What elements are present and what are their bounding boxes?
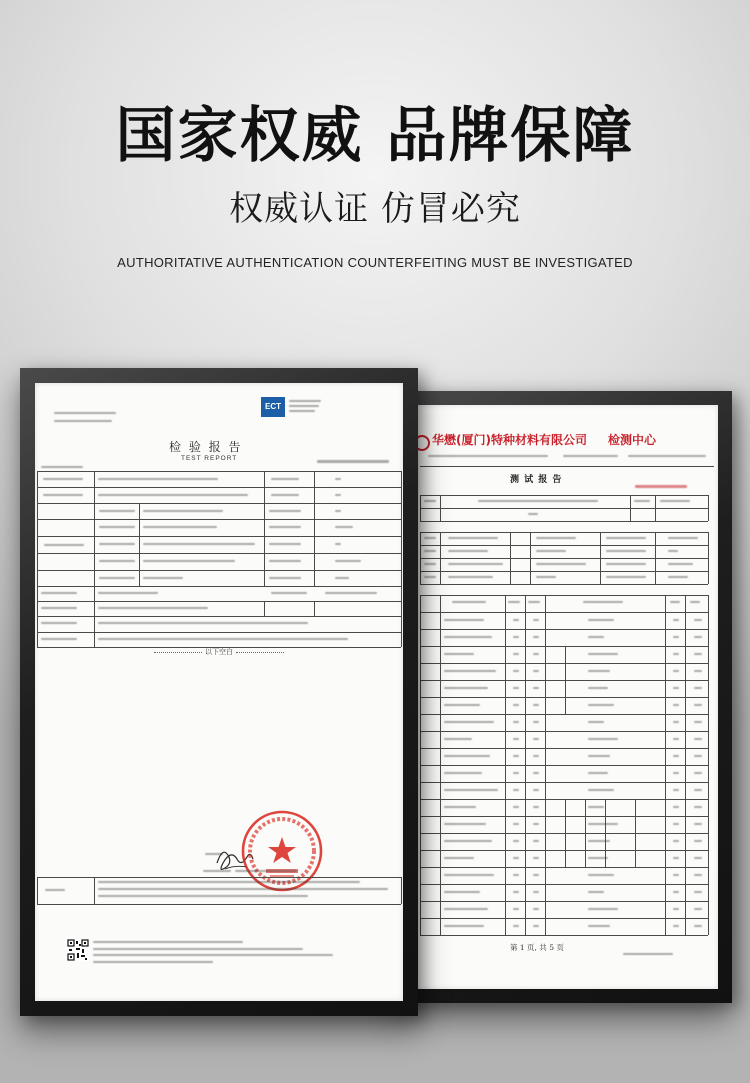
blurred-text-line	[44, 544, 84, 546]
blurred-text-line	[694, 670, 702, 672]
table-rule	[708, 595, 709, 935]
blurred-text-line	[533, 619, 539, 621]
blurred-text-line	[513, 857, 519, 859]
table-rule	[635, 816, 636, 833]
blurred-text-line	[694, 755, 702, 757]
blurred-text-line	[536, 576, 556, 578]
blurred-text-line	[424, 500, 436, 502]
blurred-text-line	[533, 738, 539, 740]
table-rule	[420, 495, 708, 496]
blurred-text-line	[533, 721, 539, 723]
blurred-text-line	[41, 592, 77, 594]
blurred-text-line	[513, 619, 519, 621]
blurred-text-line	[335, 543, 341, 545]
table-rule	[37, 487, 401, 488]
blurred-text-line	[335, 577, 349, 579]
table-rule	[420, 558, 708, 559]
blurred-text-line	[690, 601, 700, 603]
blurred-text-line	[533, 670, 539, 672]
blurred-text-line	[513, 755, 519, 757]
blurred-text-line	[93, 954, 333, 956]
blurred-text-line	[673, 789, 679, 791]
blurred-text-line	[660, 500, 690, 502]
blurred-text-line	[335, 510, 341, 512]
front-report-title: 检 验 报 告	[169, 440, 243, 454]
blurred-text-line	[98, 592, 158, 594]
blurred-text-line	[98, 494, 248, 496]
table-rule	[655, 495, 656, 521]
blurred-text-line	[444, 823, 486, 825]
blurred-text-line	[478, 500, 598, 502]
page-headline: 国家权威 品牌保障	[115, 101, 635, 171]
back-certificate-frame	[396, 391, 732, 1003]
blurred-text-line	[528, 601, 540, 603]
blurred-text-line	[54, 420, 112, 422]
table-rule	[420, 584, 708, 585]
ect-logo: ECT	[261, 397, 285, 417]
blurred-text-line	[533, 789, 539, 791]
blurred-text-line	[143, 560, 235, 562]
blurred-text-line	[588, 721, 604, 723]
blurred-text-line	[673, 806, 679, 808]
blurred-text-line	[588, 755, 610, 757]
table-rule	[37, 877, 38, 904]
blurred-text-line	[588, 653, 618, 655]
english-tagline: AUTHORITATIVE AUTHENTICATION COUNTERFEITING MUST BE INVESTIGATED	[117, 255, 633, 270]
blurred-text-line	[99, 577, 135, 579]
blurred-text-line	[533, 857, 539, 859]
blurred-text-line	[694, 891, 702, 893]
front-test-report-paper	[35, 383, 403, 1001]
table-rule	[420, 521, 708, 522]
table-rule	[585, 799, 586, 816]
blurred-text-line	[533, 908, 539, 910]
table-rule	[37, 616, 401, 617]
blurred-text-line	[448, 563, 503, 565]
blurred-text-line	[533, 653, 539, 655]
blurred-text-line	[588, 806, 604, 808]
blurred-text-line	[444, 806, 476, 808]
table-rule	[635, 850, 636, 867]
blurred-text-line	[694, 772, 702, 774]
blurred-text-line	[668, 563, 693, 565]
blurred-text-line	[143, 577, 183, 579]
blurred-text-line	[269, 577, 301, 579]
table-rule	[94, 877, 95, 904]
blurred-text-line	[673, 738, 679, 740]
table-rule	[600, 532, 601, 584]
blurred-text-line	[448, 576, 493, 578]
blank-below-text: 以下空白	[205, 648, 233, 656]
blurred-text-line	[533, 687, 539, 689]
table-rule	[605, 799, 606, 816]
blurred-text-line	[588, 687, 608, 689]
blurred-text-line	[513, 908, 519, 910]
blurred-text-line	[694, 721, 702, 723]
blurred-text-line	[694, 908, 702, 910]
blurred-text-line	[43, 494, 83, 496]
blurred-text-line	[99, 560, 135, 562]
blurred-text-line	[513, 806, 519, 808]
blurred-text-line	[289, 400, 321, 402]
blurred-text-line	[668, 537, 698, 539]
table-rule	[420, 571, 708, 572]
blurred-text-line	[588, 823, 618, 825]
table-rule	[420, 495, 421, 521]
blurred-text-line	[588, 857, 608, 859]
blurred-text-line	[335, 494, 341, 496]
blurred-text-line	[635, 485, 687, 488]
blurred-text-line	[673, 925, 679, 927]
blurred-text-line	[98, 895, 308, 897]
blurred-text-line	[444, 738, 472, 740]
dotted-leader	[154, 652, 202, 653]
blurred-text-line	[533, 840, 539, 842]
blurred-text-line	[93, 961, 213, 963]
table-rule	[510, 532, 511, 584]
table-rule	[665, 595, 666, 935]
blurred-text-line	[444, 857, 474, 859]
blurred-text-line	[98, 888, 388, 890]
blank-below-note	[35, 647, 403, 657]
blurred-text-line	[588, 772, 608, 774]
blurred-text-line	[99, 510, 135, 512]
table-rule	[37, 570, 401, 571]
blurred-text-line	[533, 806, 539, 808]
blurred-text-line	[673, 619, 679, 621]
table-rule	[585, 850, 586, 867]
blurred-text-line	[588, 636, 604, 638]
table-rule	[37, 471, 38, 647]
blurred-text-line	[45, 889, 65, 891]
blurred-text-line	[98, 881, 360, 883]
blurred-text-line	[673, 823, 679, 825]
blurred-text-line	[694, 619, 702, 621]
blurred-text-line	[606, 576, 646, 578]
blurred-text-line	[628, 455, 706, 457]
table-rule	[565, 816, 566, 833]
blurred-text-line	[444, 772, 482, 774]
blurred-text-line	[205, 853, 223, 855]
blurred-text-line	[668, 576, 688, 578]
blurred-text-line	[203, 870, 231, 872]
blurred-text-line	[536, 537, 576, 539]
blurred-text-line	[143, 510, 223, 512]
table-rule	[708, 495, 709, 521]
blurred-text-line	[694, 806, 702, 808]
table-rule	[37, 586, 401, 587]
blurred-text-line	[673, 874, 679, 876]
table-rule	[685, 595, 686, 935]
table-rule	[264, 471, 265, 586]
table-rule	[139, 503, 140, 586]
blurred-text-line	[533, 704, 539, 706]
blurred-text-line	[694, 636, 702, 638]
table-rule	[420, 508, 708, 509]
blurred-text-line	[444, 925, 484, 927]
blurred-text-line	[444, 908, 488, 910]
blurred-text-line	[43, 478, 83, 480]
table-rule	[585, 833, 586, 850]
blurred-text-line	[444, 653, 474, 655]
blurred-text-line	[513, 738, 519, 740]
blurred-text-line	[673, 704, 679, 706]
blurred-text-line	[513, 874, 519, 876]
table-rule	[505, 595, 506, 935]
table-rule	[565, 680, 566, 697]
table-rule	[37, 553, 401, 554]
blurred-text-line	[444, 721, 494, 723]
blurred-text-line	[673, 653, 679, 655]
blurred-text-line	[444, 687, 488, 689]
blurred-text-line	[694, 857, 702, 859]
table-rule	[585, 816, 586, 833]
table-rule	[655, 532, 656, 584]
blurred-text-line	[673, 840, 679, 842]
blurred-text-line	[513, 823, 519, 825]
blurred-text-line	[528, 513, 538, 515]
blurred-text-line	[143, 526, 217, 528]
table-rule	[545, 595, 546, 935]
blurred-text-line	[444, 874, 494, 876]
table-rule	[37, 601, 401, 602]
table-rule	[420, 466, 714, 467]
table-rule	[401, 471, 402, 647]
blurred-text-line	[444, 840, 492, 842]
blurred-text-line	[533, 755, 539, 757]
table-rule	[565, 697, 566, 714]
blurred-text-line	[513, 687, 519, 689]
blurred-text-line	[694, 704, 702, 706]
blurred-text-line	[694, 738, 702, 740]
table-rule	[420, 532, 708, 533]
blurred-text-line	[99, 526, 135, 528]
back-test-report-paper	[418, 405, 718, 989]
blurred-text-line	[269, 560, 301, 562]
table-rule	[440, 595, 441, 935]
blurred-text-line	[271, 478, 299, 480]
table-rule	[565, 850, 566, 867]
front-certificate-frame	[20, 368, 418, 1016]
blurred-text-line	[513, 840, 519, 842]
blurred-text-line	[533, 925, 539, 927]
blurred-text-line	[533, 823, 539, 825]
blurred-text-line	[588, 874, 614, 876]
blurred-text-line	[513, 789, 519, 791]
blurred-text-line	[513, 772, 519, 774]
table-rule	[565, 799, 566, 816]
blurred-text-line	[424, 563, 436, 565]
blurred-text-line	[271, 494, 299, 496]
blurred-text-line	[588, 789, 614, 791]
blurred-text-line	[424, 537, 436, 539]
blurred-text-line	[673, 908, 679, 910]
blurred-text-line	[563, 455, 618, 457]
blurred-text-line	[673, 755, 679, 757]
table-rule	[708, 532, 709, 584]
blurred-text-line	[289, 410, 315, 412]
blurred-text-line	[93, 948, 303, 950]
blurred-text-line	[513, 925, 519, 927]
table-rule	[565, 833, 566, 850]
blurred-text-line	[325, 592, 377, 594]
table-rule	[440, 495, 441, 521]
blurred-text-line	[235, 870, 297, 872]
blurred-text-line	[694, 874, 702, 876]
blurred-text-line	[335, 560, 361, 562]
table-rule	[530, 532, 531, 584]
blurred-text-line	[448, 550, 488, 552]
dotted-leader	[236, 652, 284, 653]
blurred-text-line	[536, 550, 566, 552]
table-rule	[630, 495, 631, 521]
blurred-text-line	[444, 670, 496, 672]
blurred-text-line	[41, 607, 77, 609]
table-rule	[264, 601, 265, 616]
blurred-text-line	[444, 755, 490, 757]
table-rule	[314, 601, 315, 616]
table-rule	[420, 595, 421, 935]
blurred-text-line	[623, 953, 673, 955]
blurred-text-line	[673, 857, 679, 859]
blurred-text-line	[588, 619, 614, 621]
blurred-text-line	[694, 925, 702, 927]
blurred-text-line	[673, 670, 679, 672]
blurred-text-line	[271, 592, 307, 594]
blurred-text-line	[99, 543, 135, 545]
blurred-text-line	[41, 622, 77, 624]
blurred-text-line	[533, 874, 539, 876]
blurred-text-line	[694, 823, 702, 825]
table-rule	[525, 595, 526, 935]
blurred-text-line	[513, 704, 519, 706]
blurred-text-line	[533, 636, 539, 638]
blurred-text-line	[588, 670, 610, 672]
blurred-text-line	[694, 789, 702, 791]
blurred-text-line	[634, 500, 650, 502]
blurred-text-line	[444, 619, 484, 621]
blurred-text-line	[588, 891, 604, 893]
table-rule	[440, 532, 441, 584]
blurred-text-line	[673, 636, 679, 638]
blurred-text-line	[424, 576, 436, 578]
blurred-text-line	[269, 543, 301, 545]
blurred-text-line	[444, 891, 480, 893]
blurred-text-line	[98, 478, 218, 480]
blurred-text-line	[98, 622, 308, 624]
blurred-text-line	[606, 537, 646, 539]
blurred-text-line	[269, 526, 301, 528]
report-page-number: 第 1 页, 共 5 页	[510, 943, 564, 952]
blurred-text-line	[673, 891, 679, 893]
report-testing-center: 检测中心	[608, 433, 657, 447]
front-report-title-en: TEST REPORT	[181, 455, 238, 462]
blurred-text-line	[424, 550, 436, 552]
blurred-text-line	[444, 704, 480, 706]
table-rule	[37, 877, 401, 878]
blurred-text-line	[444, 789, 498, 791]
blurred-text-line	[668, 550, 678, 552]
blurred-text-line	[452, 601, 486, 603]
blurred-text-line	[673, 772, 679, 774]
blurred-text-line	[588, 908, 618, 910]
blurred-text-line	[54, 412, 116, 414]
blurred-text-line	[289, 405, 319, 407]
blurred-text-line	[673, 721, 679, 723]
blurred-text-line	[41, 466, 83, 468]
table-rule	[94, 471, 95, 647]
blurred-text-line	[143, 543, 255, 545]
table-rule	[420, 935, 708, 936]
blurred-text-line	[513, 636, 519, 638]
blurred-text-line	[533, 891, 539, 893]
blurred-text-line	[513, 891, 519, 893]
table-rule	[37, 536, 401, 537]
blurred-text-line	[513, 653, 519, 655]
blurred-text-line	[588, 738, 618, 740]
blurred-text-line	[428, 455, 548, 457]
table-rule	[401, 877, 402, 904]
table-rule	[37, 519, 401, 520]
blurred-text-line	[98, 638, 348, 640]
blurred-text-line	[588, 704, 614, 706]
table-rule	[420, 545, 708, 546]
table-rule	[37, 647, 401, 648]
blurred-text-line	[606, 563, 646, 565]
blurred-text-line	[508, 601, 520, 603]
table-rule	[37, 503, 401, 504]
blurred-text-line	[673, 687, 679, 689]
blurred-text-line	[335, 526, 353, 528]
blurred-text-line	[93, 941, 243, 943]
blurred-text-line	[513, 670, 519, 672]
table-rule	[37, 904, 401, 905]
table-rule	[420, 532, 421, 584]
blurred-text-line	[335, 478, 341, 480]
table-rule	[565, 646, 566, 663]
blurred-text-line	[513, 721, 519, 723]
blurred-text-line	[694, 840, 702, 842]
table-rule	[37, 632, 401, 633]
blurred-text-line	[588, 840, 610, 842]
table-rule	[635, 833, 636, 850]
blurred-text-line	[533, 772, 539, 774]
blurred-text-line	[448, 537, 498, 539]
blurred-text-line	[317, 460, 389, 463]
table-rule	[314, 471, 315, 586]
blurred-text-line	[694, 653, 702, 655]
table-rule	[37, 471, 401, 472]
blurred-text-line	[588, 925, 610, 927]
blurred-text-line	[670, 601, 680, 603]
back-report-title: 测 试 报 告	[510, 475, 563, 485]
blurred-text-line	[606, 550, 646, 552]
blurred-text-line	[583, 601, 623, 603]
blurred-text-line	[41, 638, 77, 640]
qr-code-icon	[67, 939, 89, 961]
blurred-text-line	[98, 607, 208, 609]
company-logo-icon	[418, 435, 430, 451]
page-subtitle: 权威认证 仿冒必究	[229, 189, 521, 229]
blurred-text-line	[269, 510, 301, 512]
table-rule	[635, 799, 636, 816]
blurred-text-line	[444, 636, 492, 638]
blurred-text-line	[694, 687, 702, 689]
table-rule	[565, 663, 566, 680]
blurred-text-line	[536, 563, 586, 565]
report-company-name: 华懋(厦门)特种材料有限公司	[432, 433, 587, 447]
